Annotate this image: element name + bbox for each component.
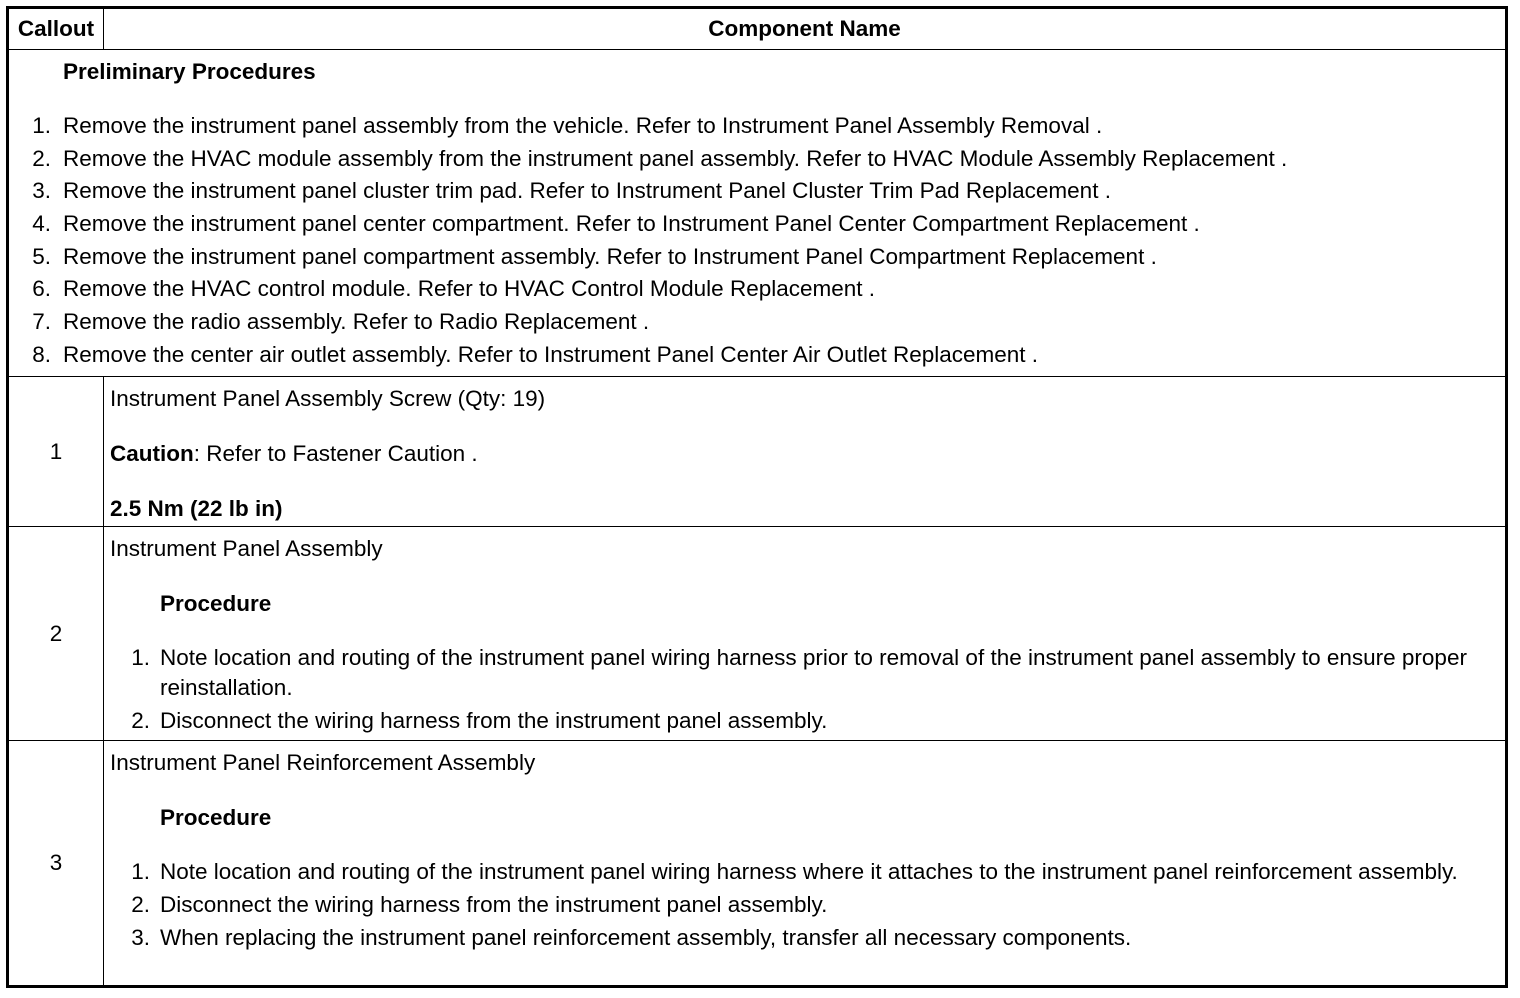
list-item: 1. Note location and routing of the instrument panel wiring harness prior to removal of the instrument panel assembly to ensure proper reinstallation. [131,645,1467,700]
component-table [6,6,1508,988]
list-item: 7. Remove the radio assembly. Refer to Radio Replacement . [32,309,650,335]
list-item: 2. Remove the HVAC module assembly from the instrument panel assembly. Refer to HVAC Module Assembly Replacement . [32,145,1288,171]
list-item: 8. Remove the center air outlet assembly. Refer to Instrument Panel Center Air Outlet Replacement . [32,341,1039,367]
caution-text: : Refer to Fastener Caution . [193,441,478,466]
procedure-steps [122,643,1485,739]
component-cell [104,377,1507,527]
table-header-row [8,8,1507,50]
caution-label: Caution [110,441,194,466]
callout-cell: 2 [8,527,104,741]
list-item: 1. Note location and routing of the instrument panel wiring harness where it attaches to the instrument panel reinforcement assembly. [131,859,1458,884]
torque-spec: 2.5 Nm (22 lb in) [110,496,283,521]
component-name: Instrument Panel Assembly Screw (Qty: 19) [110,386,546,411]
component-cell [104,527,1507,741]
procedure-title: Procedure [160,591,272,616]
callout-cell: 3 [8,741,104,987]
preliminary-procedures [8,50,1507,377]
preliminary-title: Preliminary Procedures [63,59,316,84]
component-name: Instrument Panel Reinforcement Assembly [110,750,536,775]
preliminary-steps [23,113,1495,375]
table-row [8,527,1507,741]
callout-header: Callout [8,8,104,50]
procedure-steps [122,857,1485,956]
component-name: Instrument Panel Assembly [110,536,383,561]
list-item: 5. Remove the instrument panel compartment assembly. Refer to Instrument Panel Compartment Replacement . [32,243,1157,269]
list-item: 2. Disconnect the wiring harness from the instrument panel assembly. [131,708,828,733]
table-row [8,377,1507,527]
callout-cell: 1 [8,377,104,527]
preliminary-row [8,50,1507,377]
list-item: 3. When replacing the instrument panel reinforcement assembly, transfer all necessary components. [131,925,1132,950]
list-item: 6. Remove the HVAC control module. Refer to HVAC Control Module Replacement . [32,276,876,302]
list-item: 1. Remove the instrument panel assembly from the vehicle. Refer to Instrument Panel Assembly Removal . [32,113,1103,138]
component-name-header: Component Name [104,8,1507,50]
list-item: 2. Disconnect the wiring harness from the instrument panel assembly. [131,892,828,917]
procedure-title: Procedure [160,805,272,830]
list-item: 3. Remove the instrument panel cluster trim pad. Refer to Instrument Panel Cluster Trim Pad Replacement . [32,178,1111,204]
table-row [8,741,1507,987]
component-cell [104,741,1507,987]
list-item: 4. Remove the instrument panel center compartment. Refer to Instrument Panel Center Compartment Replacement . [32,211,1200,237]
caution-line [110,441,478,467]
